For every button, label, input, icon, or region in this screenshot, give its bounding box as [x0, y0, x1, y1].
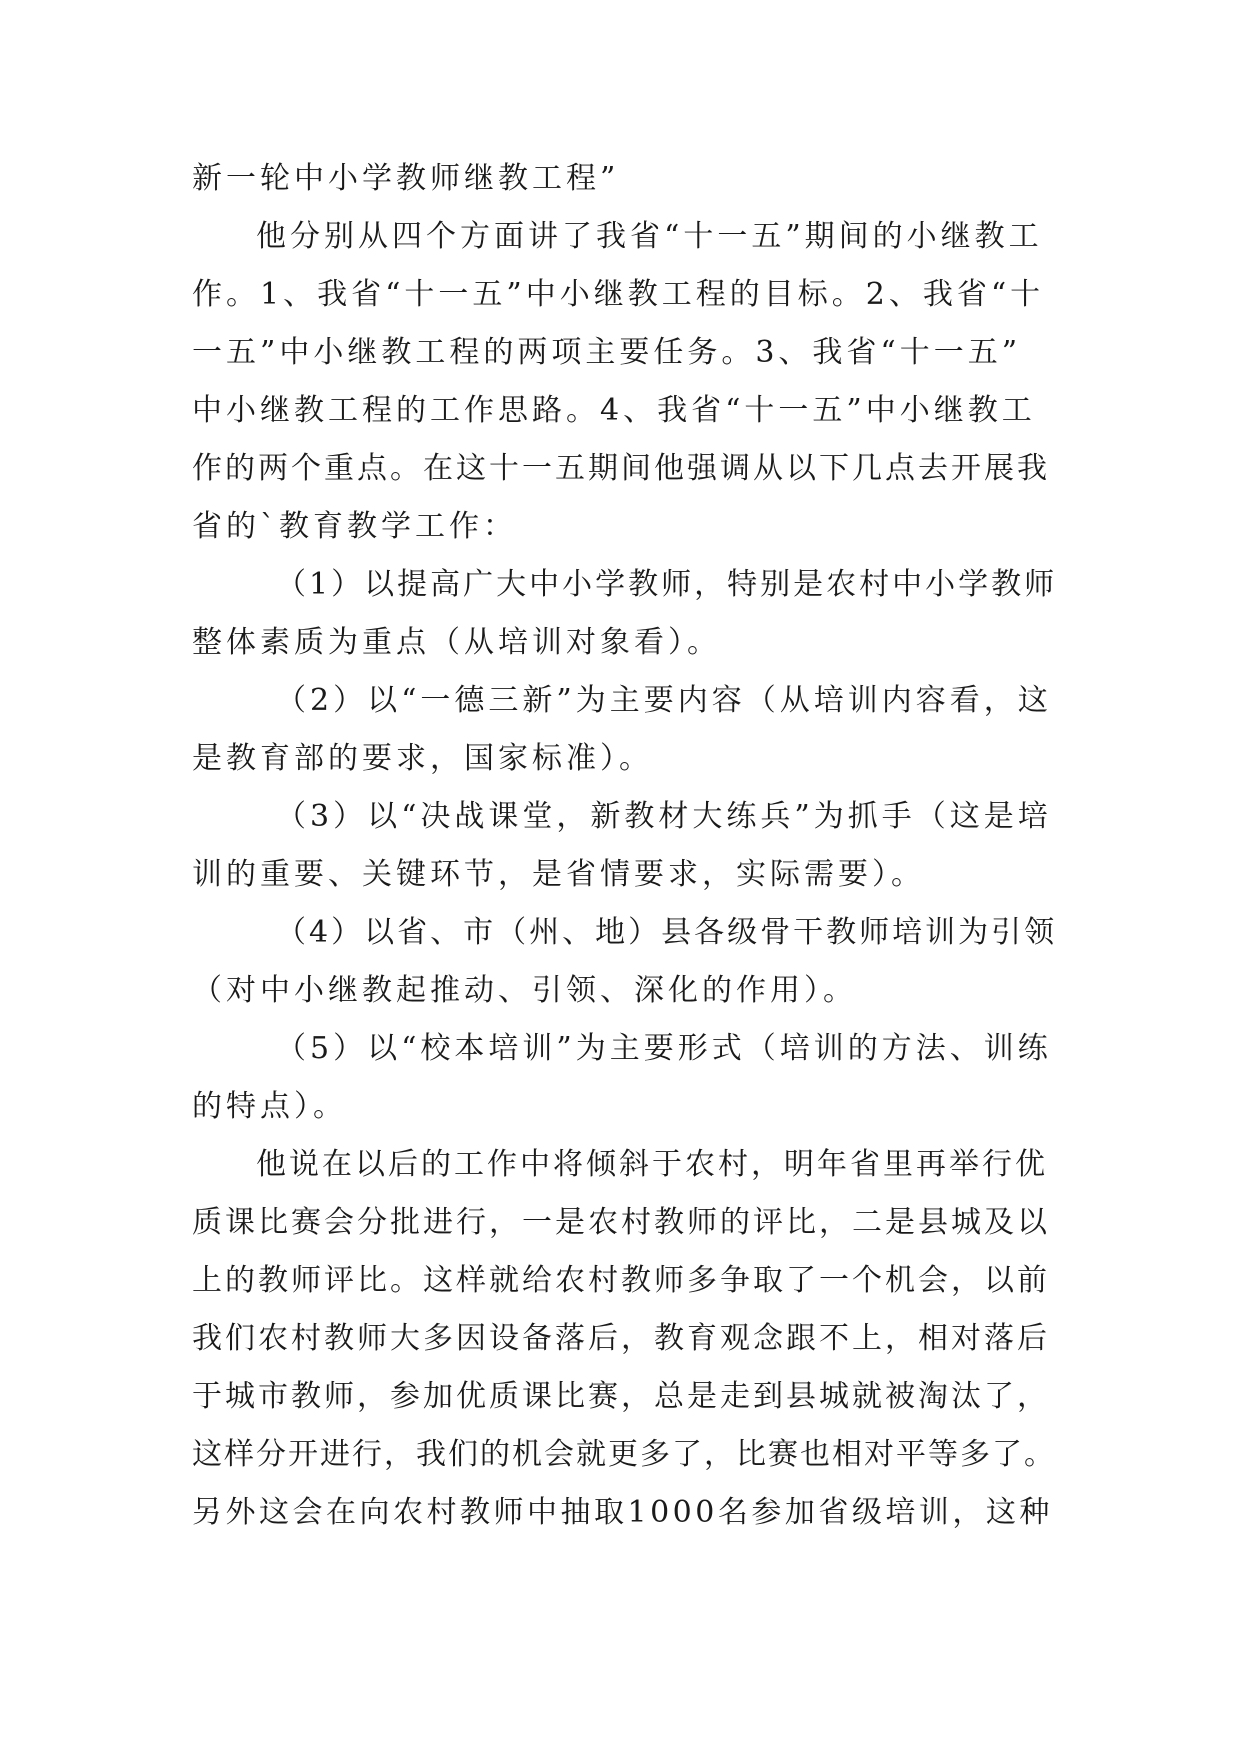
text-line: 整体素质为重点（从培训对象看）。 [192, 625, 721, 660]
text-line: 于城市教师，参加优质课比赛，总是走到县城就被淘汰了， [192, 1379, 1050, 1414]
text-line: 这样分开进行，我们的机会就更多了，比赛也相对平等多了。 [192, 1437, 1056, 1472]
text-line: 的特点）。 [192, 1089, 347, 1124]
text-line: 我们农村教师大多因设备落后，教育观念跟不上，相对落后 [192, 1321, 1050, 1356]
text-line: 作的两个重点。在这十一五期间他强调从以下几点去开展我 [192, 451, 1050, 486]
text-line: （对中小继教起推动、引领、深化的作用）。 [192, 973, 857, 1008]
text-line: （1）以提高广大中小学教师，特别是农村中小学教师 [276, 567, 1058, 602]
text-line: 省的`教育教学工作： [192, 509, 517, 544]
body-text [192, 150, 1058, 1542]
text-line: 他分别从四个方面讲了我省“十一五”期间的小继教工 [256, 219, 1043, 254]
text-line: 另外这会在向农村教师中抽取1000名参加省级培训，这种 [192, 1495, 1053, 1530]
text-line: 训的重要、关键环节，是省情要求，实际需要）。 [192, 857, 925, 892]
text-line: 是教育部的要求，国家标准）。 [192, 741, 653, 776]
text-line: 他说在以后的工作中将倾斜于农村，明年省里再举行优 [256, 1147, 1048, 1182]
text-line: 一五”中小继教工程的两项主要任务。3、我省“十一五” [192, 335, 1022, 370]
text-line: 质课比赛会分批进行，一是农村教师的评比，二是县城及以 [192, 1205, 1050, 1240]
text-line: 新一轮中小学教师继教工程” [192, 161, 620, 196]
text-line: 作。1、我省“十一五”中小继教工程的目标。2、我省“十 [192, 277, 1045, 312]
text-line: （2）以“一德三新”为主要内容（从培训内容看，这 [276, 683, 1052, 718]
text-line: 上的教师评比。这样就给农村教师多争取了一个机会，以前 [192, 1263, 1050, 1298]
text-line: （4）以省、市（州、地）县各级骨干教师培训为引领 [276, 915, 1058, 950]
text-line: （3）以“决战课堂，新教材大练兵”为抓手（这是培 [276, 799, 1052, 834]
text-line: （5）以“校本培训”为主要形式（培训的方法、训练 [276, 1031, 1052, 1066]
text-line: 中小继教工程的工作思路。4、我省“十一五”中小继教工 [192, 393, 1036, 428]
